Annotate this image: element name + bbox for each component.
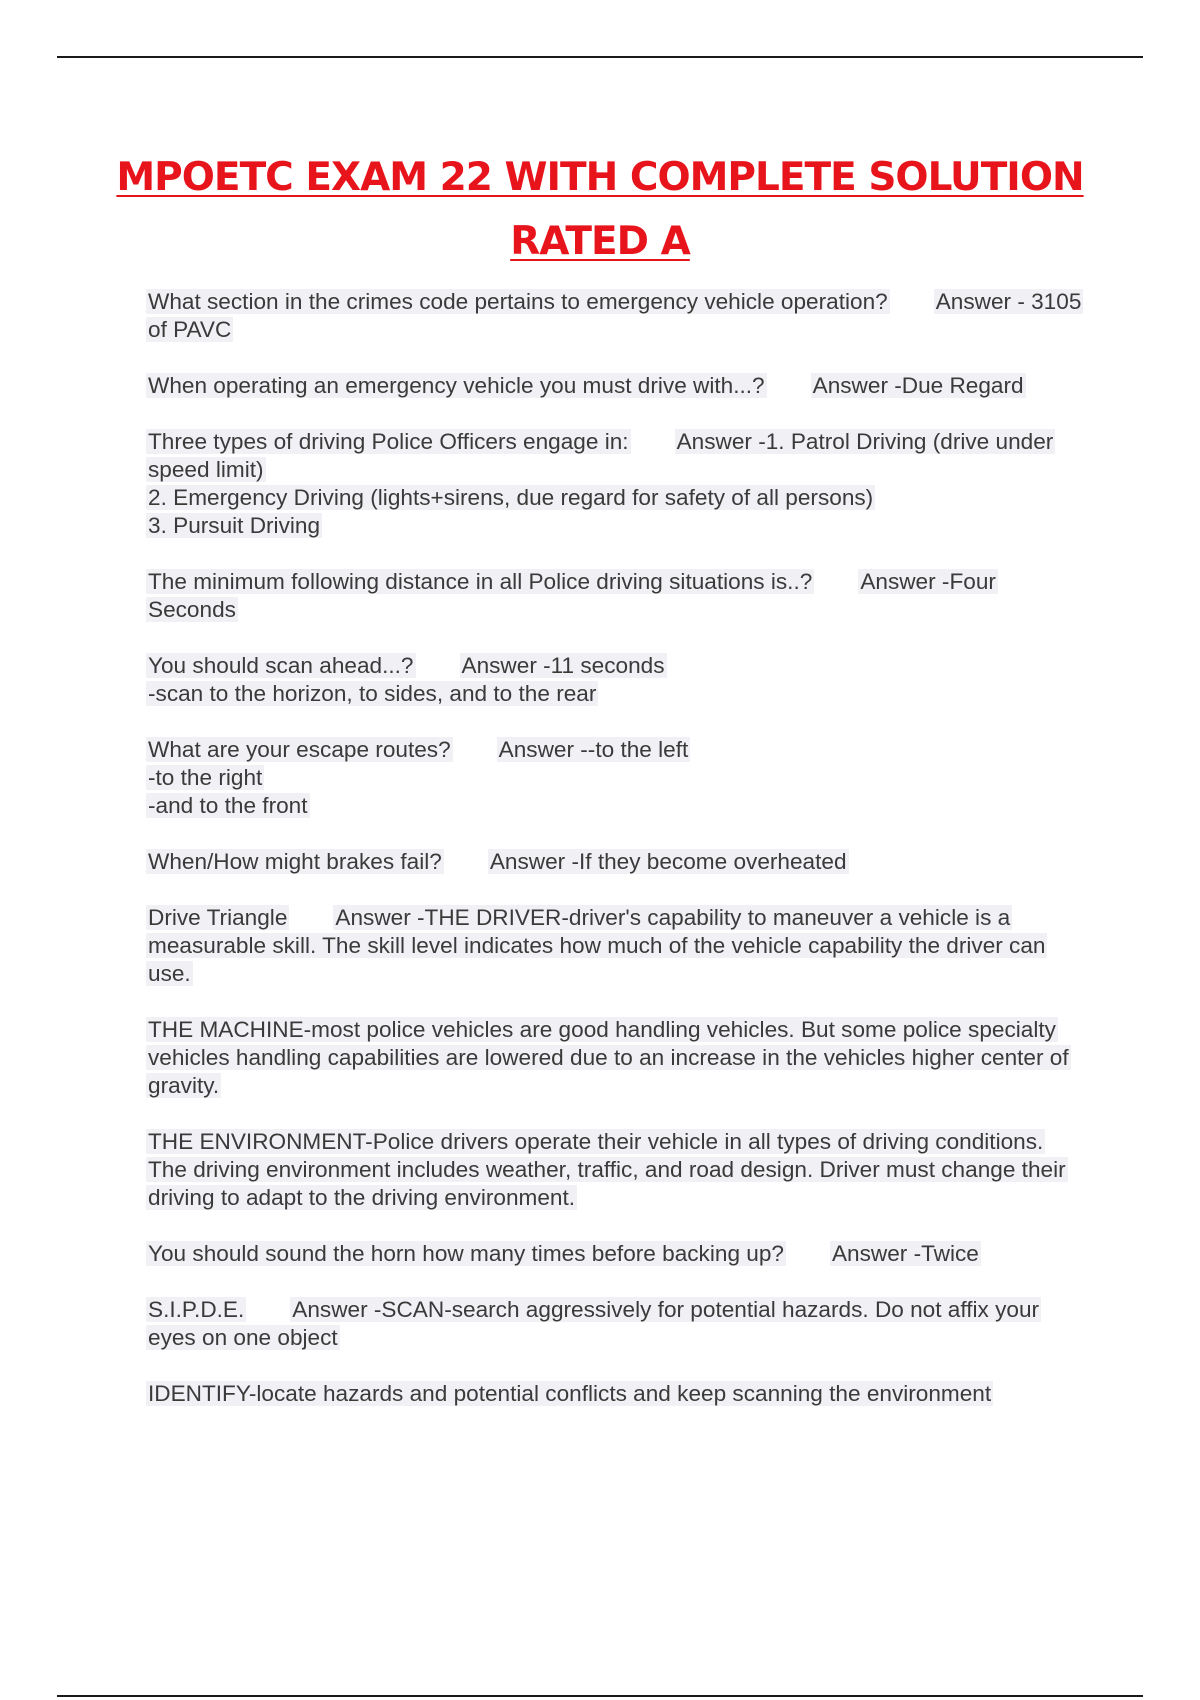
header-rule xyxy=(57,56,1143,58)
paragraph-text: THE MACHINE-most police vehicles are good handling vehicles. But some police specialty vehicles handling capabilities are lowered due to an increase in the vehicles higher center of gravity. xyxy=(148,1017,1069,1098)
answer-text: Answer -Four Seconds xyxy=(148,569,996,622)
title-line-1: MPOETC EXAM 22 WITH COMPLETE SOLUTION xyxy=(116,155,1084,200)
question-text: When/How might brakes fail? xyxy=(148,849,442,874)
answer-line: -scan to the horizon, to sides, and to the rear xyxy=(148,681,597,706)
document-title xyxy=(0,146,1200,274)
qa-item xyxy=(146,736,1086,820)
answer-text: Answer -Twice xyxy=(831,1241,979,1266)
paragraph-environment xyxy=(146,1128,1086,1212)
question-text: What section in the crimes code pertains to emergency vehicle operation? xyxy=(148,289,888,314)
answer-text: Answer -If they become overheated xyxy=(489,849,847,874)
answer-text: Answer -1. Patrol Driving (drive under speed limit) xyxy=(148,429,1054,482)
paragraph-machine xyxy=(146,1016,1086,1100)
question-text: The minimum following distance in all Police driving situations is..? xyxy=(148,569,813,594)
qa-item xyxy=(146,288,1086,344)
answer-text: Answer -11 seconds xyxy=(461,653,665,678)
question-text: You should sound the horn how many times before backing up? xyxy=(148,1241,784,1266)
answer-text: Answer --to the left xyxy=(498,737,689,762)
answer-text: Answer - 3105 of PAVC xyxy=(148,289,1082,342)
title-line-2: RATED A xyxy=(510,219,690,264)
question-text: What are your escape routes? xyxy=(148,737,451,762)
question-text: S.I.P.D.E. xyxy=(148,1297,245,1322)
answer-text: Answer -SCAN-search aggressively for potential hazards. Do not affix your eyes on one object xyxy=(148,1297,1040,1350)
answer-line: 3. Pursuit Driving xyxy=(148,513,321,538)
qa-item xyxy=(146,568,1086,624)
answer-line: -to the right xyxy=(148,765,263,790)
qa-item xyxy=(146,428,1086,540)
question-text: When operating an emergency vehicle you must drive with...? xyxy=(148,373,765,398)
document-body xyxy=(146,288,1086,1436)
answer-text: Answer -Due Regard xyxy=(812,373,1024,398)
footer-rule xyxy=(57,1695,1143,1697)
answer-text: Answer -THE DRIVER-driver's capability to maneuver a vehicle is a measurable skill. The skill level indicates how much of the vehicle capability the driver can use. xyxy=(148,905,1046,986)
qa-item xyxy=(146,652,1086,708)
question-text: Three types of driving Police Officers engage in: xyxy=(148,429,629,454)
question-text: Drive Triangle xyxy=(148,905,288,930)
paragraph-identify xyxy=(146,1380,1086,1408)
question-text: You should scan ahead...? xyxy=(148,653,414,678)
qa-item xyxy=(146,848,1086,876)
qa-item xyxy=(146,372,1086,400)
answer-line: 2. Emergency Driving (lights+sirens, due regard for safety of all persons) xyxy=(148,485,874,510)
paragraph-text: IDENTIFY-locate hazards and potential conflicts and keep scanning the environment xyxy=(148,1381,992,1406)
paragraph-text: THE ENVIRONMENT-Police drivers operate their vehicle in all types of driving conditions. The driving environment includes weather, traffic, and road design. Driver must change their driving to adapt to the driving environment. xyxy=(148,1129,1066,1210)
qa-item xyxy=(146,1240,1086,1268)
qa-item xyxy=(146,1296,1086,1352)
qa-item xyxy=(146,904,1086,988)
answer-line: -and to the front xyxy=(148,793,308,818)
